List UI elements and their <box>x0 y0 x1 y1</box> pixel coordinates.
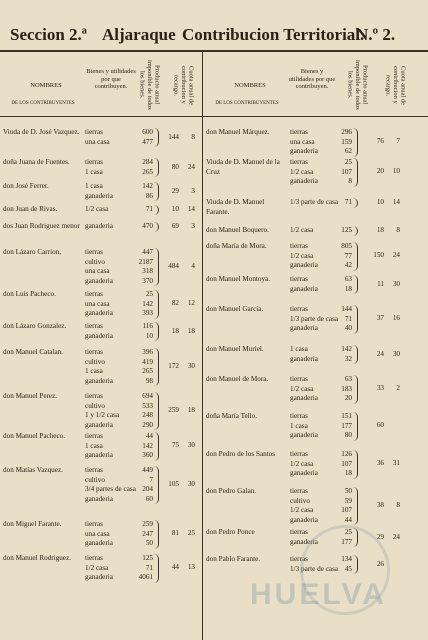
col-cuota-right: Cuota anual de contribucion y recargo. <box>384 65 407 105</box>
ledger-entry <box>3 322 199 343</box>
asset-label: 1/3 parte de casa <box>290 198 339 206</box>
asset-value: 265 <box>142 367 153 376</box>
asset-value: 44 <box>145 432 153 440</box>
asset-label: cultivo <box>85 475 105 484</box>
cuota-reales: 37 <box>376 314 384 323</box>
group-brace <box>352 345 358 364</box>
asset-value: 107 <box>341 506 352 515</box>
group-brace <box>153 520 159 549</box>
asset-value: 126 <box>341 450 352 458</box>
contributor-name: don Miguel Farante. <box>3 520 62 528</box>
asset-value: 50 <box>145 539 153 548</box>
asset-label: 1/2 casa <box>85 205 109 213</box>
ledger-entry <box>3 290 199 321</box>
cuota-reales: 144 <box>168 132 179 141</box>
col-delos-left: DE LOS CONTRIBUYENTES <box>11 101 75 106</box>
col-bienes-right: Bienes y utilidades por que contribuyen. <box>288 68 336 90</box>
ledger-entry <box>3 348 199 388</box>
cuota-maravedis: 18 <box>187 406 195 415</box>
asset-value: 393 <box>142 309 153 318</box>
group-brace <box>153 222 159 232</box>
asset-value: 125 <box>341 226 352 234</box>
asset-label: 1 casa <box>85 182 103 190</box>
asset-value: 7 <box>149 475 153 484</box>
cuota-reales: 81 <box>171 529 179 538</box>
asset-label: ganaderia <box>290 354 318 363</box>
asset-value: 107 <box>341 459 352 468</box>
col-producto-right: Producto anual imponible de todos los bienes. <box>346 60 369 110</box>
asset-label: 1 casa <box>85 441 103 450</box>
cuota-maravedis: 13 <box>187 563 195 572</box>
asset-value: 370 <box>142 276 153 285</box>
asset-value: 116 <box>142 322 153 330</box>
group-brace <box>352 226 358 236</box>
asset-label: tierras <box>85 290 103 298</box>
ledger-entry <box>3 466 199 506</box>
asset-value: 805 <box>341 242 352 250</box>
ledger-entry <box>3 520 199 551</box>
asset-label: ganaderia <box>290 261 318 270</box>
cuota-maravedis: 30 <box>187 362 195 371</box>
cuota-maravedis: 30 <box>392 279 400 288</box>
asset-label: tierras <box>290 128 308 136</box>
asset-value: 694 <box>142 392 153 400</box>
asset-value: 71 <box>145 563 153 572</box>
asset-label: ganaderia <box>85 451 113 460</box>
asset-label: 1/2 casa <box>290 251 314 260</box>
asset-value: 134 <box>341 555 352 563</box>
asset-value: 25 <box>344 158 352 166</box>
ledger-entry <box>206 226 402 238</box>
page-title <box>6 25 422 47</box>
asset-value: 477 <box>142 137 153 146</box>
asset-label: 1/2 casa <box>290 384 314 393</box>
asset-value: 25 <box>344 528 352 536</box>
watermark: HUELVA <box>250 578 387 611</box>
group-brace <box>153 392 159 430</box>
cuota-maravedis: 25 <box>187 529 195 538</box>
col-delos-right: DE LOS CONTRIBUYENTES <box>215 101 279 106</box>
group-brace <box>352 412 358 441</box>
contributor-name: don Manuel Boquero. <box>206 226 269 234</box>
ledger-entry <box>3 248 199 288</box>
asset-label: una casa <box>85 137 110 146</box>
asset-value: 63 <box>344 275 352 283</box>
asset-label: ganaderia <box>290 469 318 478</box>
group-brace <box>352 128 358 157</box>
asset-value: 600 <box>142 128 153 136</box>
cuota-reales: 44 <box>171 563 179 572</box>
asset-label: cultivo <box>290 496 310 505</box>
col-nombres-right: NOMBRES <box>234 82 266 89</box>
asset-value: 71 <box>344 198 352 206</box>
asset-label: ganaderia <box>290 147 318 156</box>
cuota-maravedis: 24 <box>187 162 195 171</box>
contributor-name: doña María de Mora. <box>206 242 267 250</box>
asset-value: 142 <box>341 345 352 353</box>
asset-value: 2187 <box>138 257 153 266</box>
col-nombres-left: NOMBRES <box>30 82 62 89</box>
cuota-maravedis: 30 <box>187 480 195 489</box>
cuota-reales: 18 <box>171 326 179 335</box>
cuota-maravedis: 31 <box>392 459 400 468</box>
asset-value: 533 <box>142 401 153 410</box>
asset-label: tierras <box>85 128 103 136</box>
cuota-reales: 36 <box>376 459 384 468</box>
ledger-entry <box>3 158 199 179</box>
contributor-name: don Pablo Farante. <box>206 555 261 563</box>
asset-value: 50 <box>344 487 352 495</box>
contributor-name: don Manuel Muriel. <box>206 345 264 353</box>
group-brace <box>352 275 358 294</box>
cuota-reales: 29 <box>376 532 384 541</box>
asset-label: tierras <box>290 555 308 563</box>
group-brace <box>153 128 159 147</box>
asset-label: ganaderia <box>85 222 113 230</box>
asset-value: 25 <box>145 290 153 298</box>
cuota-maravedis: 10 <box>392 167 400 176</box>
asset-value: 60 <box>145 494 153 503</box>
asset-label: ganaderia <box>290 177 318 186</box>
contributor-name: don Matías Vazquez. <box>3 466 63 474</box>
ledger-entry <box>206 242 402 273</box>
group-brace <box>153 248 159 286</box>
asset-label: 1/2 casa <box>290 459 314 468</box>
asset-label: 1/2 casa <box>85 563 109 572</box>
asset-value: 259 <box>142 520 153 528</box>
asset-label: 1/2 casa <box>290 226 314 234</box>
asset-label: tierras <box>290 450 308 458</box>
group-brace <box>352 487 358 525</box>
asset-label: una casa <box>85 267 110 276</box>
group-brace <box>153 290 159 319</box>
cuota-maravedis: 30 <box>187 441 195 450</box>
asset-value: 32 <box>344 354 352 363</box>
cuota-reales: 80 <box>171 162 179 171</box>
contributor-name: don Luis Pacheco. <box>3 290 56 298</box>
cuota-reales: 18 <box>376 226 384 234</box>
asset-label: tierras <box>290 158 308 166</box>
cuota-reales: 60 <box>376 421 384 430</box>
asset-value: 86 <box>145 191 153 200</box>
asset-label: cultivo <box>85 257 105 266</box>
cuota-maravedis: 8 <box>396 501 400 510</box>
asset-value: 265 <box>142 167 153 176</box>
contributor-name: don Lázaro Carrion, <box>3 248 62 256</box>
asset-label: 1 casa <box>290 345 308 353</box>
group-brace <box>153 554 159 583</box>
asset-value: 71 <box>145 205 153 213</box>
ledger-entry <box>3 182 199 203</box>
asset-label: ganaderia <box>290 515 318 524</box>
asset-label: tierras <box>290 275 308 283</box>
cuota-maravedis: 24 <box>392 251 400 260</box>
asset-value: 44 <box>344 515 352 524</box>
title-text: Contribucion Territorial. <box>182 25 365 44</box>
asset-label: tierras <box>290 242 308 250</box>
asset-label: ganaderia <box>85 494 113 503</box>
group-brace <box>352 375 358 404</box>
group-brace <box>153 322 159 341</box>
ledger-entry <box>3 392 199 432</box>
asset-label: ganaderia <box>85 376 113 385</box>
asset-value: 142 <box>142 441 153 450</box>
ledger-entry <box>206 375 402 406</box>
contributor-name: don Pedro Ponce <box>206 528 255 536</box>
group-brace <box>352 158 358 187</box>
contributor-name: don Pedro Galan. <box>206 487 257 495</box>
cuota-maravedis: 14 <box>187 205 195 213</box>
cuota-reales: 259 <box>168 406 179 415</box>
cuota-maravedis: 24 <box>392 532 400 541</box>
asset-label: tierras <box>85 322 103 330</box>
cuota-reales: 105 <box>168 480 179 489</box>
ledger-entry <box>206 158 402 189</box>
asset-label: 1/2 casa <box>290 506 314 515</box>
cuota-reales: 20 <box>376 167 384 176</box>
asset-label: ganaderia <box>290 284 318 293</box>
contributor-name: Viuda de D. José Vazquez. <box>3 128 80 136</box>
asset-value: 142 <box>142 182 153 190</box>
group-brace <box>153 158 159 177</box>
asset-value: 360 <box>142 451 153 460</box>
col-producto-left: Producto anual imponible de todos los bienes. <box>138 60 161 110</box>
asset-value: 42 <box>344 261 352 270</box>
asset-label: una casa <box>85 529 110 538</box>
asset-label: 3/4 partes de casa <box>85 485 136 494</box>
asset-value: 125 <box>142 554 153 562</box>
ledger-entry <box>206 450 402 481</box>
cuota-reales: 10 <box>376 198 384 206</box>
group-brace <box>153 466 159 504</box>
asset-value: 177 <box>341 537 352 546</box>
asset-label: tierras <box>290 305 308 313</box>
cuota-reales: 24 <box>376 349 384 358</box>
asset-value: 107 <box>341 167 352 176</box>
asset-value: 151 <box>341 412 352 420</box>
asset-value: 296 <box>341 128 352 136</box>
asset-value: 63 <box>344 375 352 383</box>
asset-label: tierras <box>85 348 103 356</box>
cuota-maravedis: 12 <box>187 299 195 308</box>
contributor-name: don Lázaro Gonzalez. <box>3 322 67 330</box>
asset-label: tierras <box>290 412 308 420</box>
asset-value: 18 <box>344 469 352 478</box>
asset-value: 71 <box>344 314 352 323</box>
contributor-name: don José Ferrer. <box>3 182 49 190</box>
asset-label: ganaderia <box>290 324 318 333</box>
group-brace <box>352 450 358 479</box>
asset-label: 1 y 1/2 casa <box>85 411 120 420</box>
contributor-name: Viuda de D. Manuel Farante. <box>206 198 265 216</box>
title-seccion: Seccion 2.ª <box>10 25 87 44</box>
asset-value: 20 <box>344 394 352 403</box>
ledger-entry <box>3 205 199 217</box>
asset-label: ganaderia <box>85 539 113 548</box>
cuota-reales: 484 <box>168 262 179 271</box>
cuota-reales: 33 <box>376 384 384 393</box>
asset-label: ganaderia <box>85 331 113 340</box>
ledger-entry <box>3 128 199 149</box>
asset-value: 80 <box>344 431 352 440</box>
contributor-name: don Manuel Márquez. <box>206 128 270 136</box>
group-brace <box>153 348 159 386</box>
asset-label: tierras <box>290 487 308 495</box>
cuota-maravedis: 7 <box>396 137 400 146</box>
cuota-reales: 10 <box>171 205 179 213</box>
asset-value: 142 <box>142 299 153 308</box>
cuota-reales: 26 <box>376 559 384 568</box>
contributor-name: don Manuel Montoya. <box>206 275 271 283</box>
asset-label: ganaderia <box>85 276 113 285</box>
cuota-maravedis: 8 <box>191 132 195 141</box>
asset-label: 1/3 parte de casa <box>290 564 339 573</box>
asset-value: 290 <box>142 420 153 429</box>
asset-value: 247 <box>142 529 153 538</box>
asset-value: 159 <box>341 137 352 146</box>
cuota-reales: 82 <box>171 299 179 308</box>
contributor-name: dos Juan Rodriguez menor <box>3 222 80 230</box>
contributor-name: don Manuel Pacheco. <box>3 432 66 440</box>
asset-value: 62 <box>344 147 352 156</box>
asset-label: tierras <box>85 432 103 440</box>
cuota-maravedis: 2 <box>396 384 400 393</box>
cuota-reales: 69 <box>171 222 179 230</box>
ledger-entry <box>3 222 199 234</box>
asset-label: cultivo <box>85 357 105 366</box>
header-bottom-rule <box>0 116 428 117</box>
asset-value: 284 <box>142 158 153 166</box>
ledger-entry <box>3 432 199 463</box>
center-divider <box>202 50 203 640</box>
ledger-entry <box>206 412 402 443</box>
asset-label: una casa <box>85 299 110 308</box>
asset-label: ganaderia <box>290 431 318 440</box>
cuota-reales: 29 <box>171 186 179 195</box>
ledger-entry <box>3 554 199 585</box>
contributor-name: don Juan de Rivas. <box>3 205 58 213</box>
ledger-entry <box>206 198 402 216</box>
contributor-name: don Manuel de Mora. <box>206 375 269 383</box>
contributor-name: doña María Tello. <box>206 412 258 420</box>
asset-value: 183 <box>341 384 352 393</box>
group-brace <box>352 198 358 208</box>
asset-value: 8 <box>348 177 352 186</box>
asset-value: 204 <box>142 485 153 494</box>
contributor-name: doña Juana de Fuentes. <box>3 158 70 166</box>
asset-label: 1/2 casa <box>290 167 314 176</box>
col-cuota-left: Cuota anual de contribucion y recargo. <box>172 65 195 105</box>
title-place: Aljaraque <box>102 25 176 44</box>
asset-label: 1 casa <box>290 421 308 430</box>
asset-label: tierras <box>85 554 103 562</box>
asset-label: ganaderia <box>290 394 318 403</box>
contributor-name: don Manuel Perez. <box>3 392 58 400</box>
cuota-reales: 76 <box>376 137 384 146</box>
asset-value: 447 <box>142 248 153 256</box>
ledger-entry <box>206 487 402 527</box>
asset-label: tierras <box>85 466 103 474</box>
cuota-reales: 150 <box>373 251 384 260</box>
cuota-maravedis: 8 <box>396 226 400 234</box>
contributor-name: don Pedro de los Santos <box>206 450 276 458</box>
asset-label: una casa <box>290 137 315 146</box>
asset-label: ganaderia <box>85 420 113 429</box>
cuota-reales: 11 <box>377 279 384 288</box>
cuota-maravedis: 16 <box>392 314 400 323</box>
asset-label: ganaderia <box>85 573 113 582</box>
group-brace <box>153 432 159 461</box>
asset-value: 396 <box>142 348 153 356</box>
asset-value: 318 <box>142 267 153 276</box>
ledger-entry <box>206 345 402 366</box>
asset-value: 419 <box>142 357 153 366</box>
asset-label: 1 casa <box>85 367 103 376</box>
asset-label: ganaderia <box>290 537 318 546</box>
contributor-name: don Manuel García. <box>206 305 264 313</box>
asset-label: 1 casa <box>85 167 103 176</box>
asset-label: tierras <box>290 375 308 383</box>
asset-value: 248 <box>142 411 153 420</box>
asset-label: tierras <box>85 520 103 528</box>
asset-label: tierras <box>85 158 103 166</box>
cuota-reales: 38 <box>376 501 384 510</box>
asset-value: 10 <box>145 331 153 340</box>
header-top-rule <box>0 50 428 52</box>
asset-label: ganaderia <box>85 191 113 200</box>
cuota-reales: 172 <box>168 362 179 371</box>
asset-value: 449 <box>142 466 153 474</box>
cuota-maravedis: 18 <box>187 326 195 335</box>
asset-label: cultivo <box>85 401 105 410</box>
cuota-maravedis: 4 <box>191 262 195 271</box>
contributor-name: don Manuel Catalan. <box>3 348 64 356</box>
asset-label: tierras <box>85 392 103 400</box>
title-number: N.º 2. <box>356 25 396 44</box>
contributor-name: Viuda de D. Manuel de la Cruz <box>206 158 280 176</box>
asset-value: 4061 <box>138 573 153 582</box>
group-brace <box>153 205 159 215</box>
cuota-maravedis: 3 <box>191 222 195 230</box>
cuota-maravedis: 14 <box>392 198 400 206</box>
asset-label: ganaderia <box>85 309 113 318</box>
asset-value: 59 <box>344 496 352 505</box>
asset-label: 1/3 parte de casa <box>290 314 339 323</box>
contributor-name: don Manuel Rodriguez. <box>3 554 72 562</box>
cuota-maravedis: 30 <box>392 349 400 358</box>
group-brace <box>153 182 159 201</box>
asset-value: 470 <box>142 222 153 230</box>
cuota-reales: 75 <box>171 441 179 450</box>
asset-value: 177 <box>341 421 352 430</box>
asset-value: 98 <box>145 376 153 385</box>
asset-label: tierras <box>290 528 308 536</box>
asset-value: 77 <box>344 251 352 260</box>
asset-label: tierras <box>85 248 103 256</box>
col-bienes-left: Bienes y utilidades por que contribuyen. <box>86 68 136 90</box>
asset-value: 45 <box>344 564 352 573</box>
ledger-entry <box>206 305 402 336</box>
asset-value: 144 <box>341 305 352 313</box>
ledger-entry <box>206 128 402 159</box>
ledger-entry <box>206 275 402 296</box>
group-brace <box>352 305 358 334</box>
group-brace <box>352 242 358 271</box>
cuota-maravedis: 3 <box>191 186 195 195</box>
asset-value: 18 <box>344 284 352 293</box>
asset-value: 40 <box>344 324 352 333</box>
